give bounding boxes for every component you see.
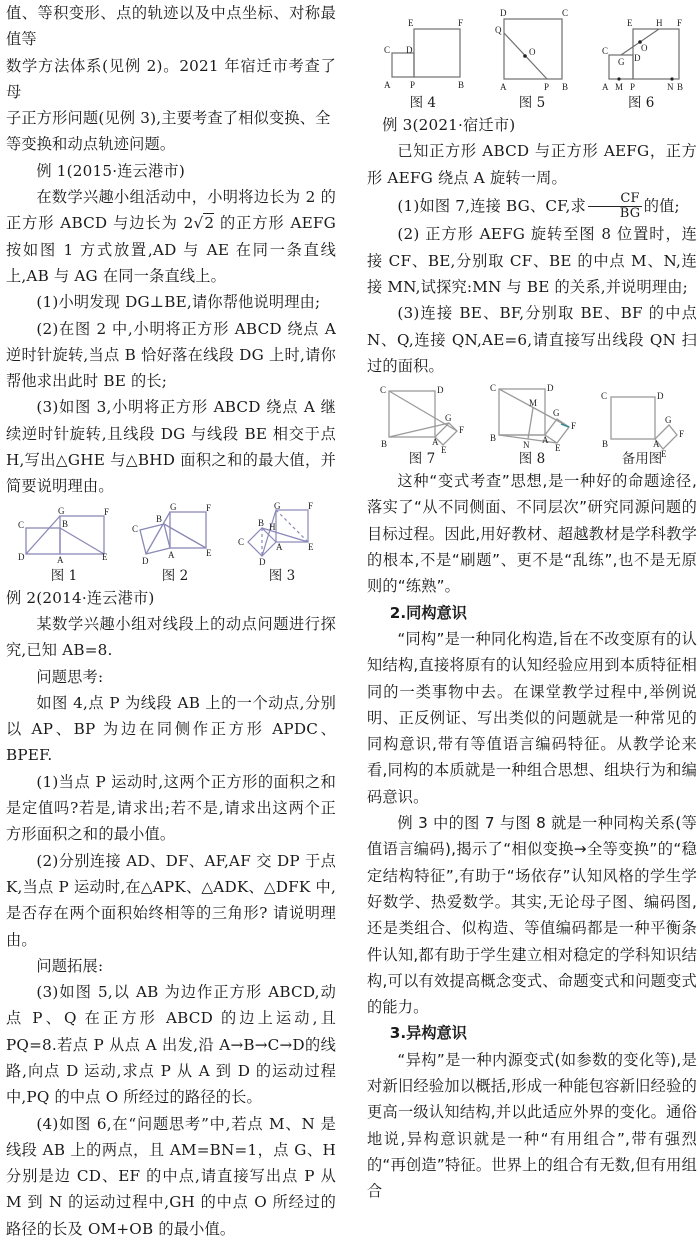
section-3-heading: 3.异构意识 xyxy=(389,1024,467,1043)
figure-spare xyxy=(597,381,687,468)
example-2-q1: (1)当点 P 运动时,这两个正方形的面积之和是定值吗?若是,请求出;若不是,请求出这两个正方形面积之和的最小值。 xyxy=(6,772,336,844)
label-B: B xyxy=(561,82,568,92)
figures-7-8-spare xyxy=(367,381,697,468)
label-E: E xyxy=(441,445,447,456)
q1-text-b: 的值; xyxy=(643,196,680,215)
label-M: M xyxy=(614,82,623,92)
label-C: C xyxy=(132,523,139,534)
label-D: D xyxy=(437,385,444,396)
q1-text-a: (1)如图 7,连接 BG、CF,求 xyxy=(397,196,586,215)
figure-2-diagram xyxy=(130,502,220,566)
figure-2 xyxy=(130,502,220,585)
label-G: G xyxy=(274,500,281,511)
figure-8-caption: 图 8 xyxy=(518,451,546,468)
label-F: F xyxy=(459,425,465,436)
figure-7 xyxy=(377,381,467,468)
label-A: A xyxy=(276,541,283,552)
label-G: G xyxy=(553,408,560,419)
example-2-title: 例 2(2014·连云港市) xyxy=(6,588,155,607)
right-column xyxy=(367,0,697,1204)
label-E: E xyxy=(555,443,561,454)
label-P: P xyxy=(410,80,416,90)
intro-line: 子正方形问题(见例 3),主要考查了相似变换、全 xyxy=(6,109,331,128)
label-P: P xyxy=(543,82,549,92)
stem-text-a: 在数学兴趣小组活动中，小明将边长为 2 的正方形 ABCD 与边长为 2 xyxy=(6,188,336,233)
left-column xyxy=(6,0,336,1242)
label-A: A xyxy=(168,549,175,560)
example-3-stem: 已知正方形 ABCD 与正方形 AEFG，正方形 AEFG 绕点 A 旋转一周。 xyxy=(367,142,697,187)
label-C: C xyxy=(18,519,25,530)
example-2-q3: (3)如图 5,以 AB 为边作正方形 ABCD,动点 P、Q 在正方形 ABCD 的边上运动,且 PQ=8.若点 P 从点 A 出发,沿 A→B→C→D的线路,向点 D 运动,求点 P 从 A 到 D 的运动过程中,PQ 的中点 O 所经过的路径的长。 xyxy=(6,983,336,1107)
label-D: D xyxy=(259,556,266,567)
label-Q: Q xyxy=(494,25,502,35)
example-3-q1 xyxy=(367,191,697,222)
label-H: H xyxy=(655,18,663,28)
label-A: A xyxy=(384,80,391,90)
figure-5-caption: 图 5 xyxy=(518,95,546,111)
example-3-q3: (3)连接 BE、BF,分别取 BE、BF 的中点 N、Q,连接 QN,AE=6,请直接写出线段 QN 扫过的面积。 xyxy=(367,304,697,375)
label-H: H xyxy=(269,521,276,532)
section-2-heading: 2.同构意识 xyxy=(389,603,467,622)
label-P: P xyxy=(629,82,635,92)
label-C: C xyxy=(561,8,568,18)
example-2-q4: (4)如图 6,在“问题思考”中,若点 M、N 是线段 AB 上的两点，且 AM=BN=1，点 G、H 分别是边 CD、EF 的中点,请直接写出点 P 从 M 到 N 的运动过程中,GH 的中点 O 所经过的路径的长及 OM+OB 的最小值。 xyxy=(6,1114,336,1238)
label-F: F xyxy=(104,506,110,517)
label-B: B xyxy=(156,513,163,524)
label-E: E xyxy=(102,551,108,562)
label-N: N xyxy=(523,440,530,451)
figure-1-diagram xyxy=(14,506,114,566)
label-G: G xyxy=(665,415,672,426)
label-B: B xyxy=(62,518,69,529)
fraction-numerator: CF xyxy=(588,192,642,207)
label-C: C xyxy=(384,45,391,55)
figure-5 xyxy=(492,3,572,112)
label-A: A xyxy=(542,435,549,446)
label-N: N xyxy=(666,82,674,92)
example-3-q2: (2) 正方形 AEFG 旋转至图 8 位置时，连接 CF、BE,分别取 CF、BE 的中点 M、N,连接 MN,试探究:MN 与 BE 的关系,并说明理由; xyxy=(367,225,697,296)
label-O: O xyxy=(528,47,536,57)
label-B: B xyxy=(490,433,497,444)
label-B: B xyxy=(258,517,265,528)
example-2-stem: 某数学兴趣小组对线段上的动点问题进行探究,已知 AB=8. xyxy=(6,614,336,660)
fraction-denominator: BG xyxy=(619,206,641,222)
figure-4-caption: 图 4 xyxy=(409,95,437,111)
label-D: D xyxy=(18,551,25,562)
label-D: D xyxy=(657,391,664,402)
label-D: D xyxy=(499,8,507,18)
intro-line: 数学方法体系(见例 2)。2021 年宿迁市考查了母 xyxy=(6,56,336,101)
label-C: C xyxy=(238,536,245,547)
section-3-paragraph-1: “异构”是一种内源变式(如参数的变化等),是对新旧经验加以概括,形成一种能包容新旧经验的更高一级认知结构,并以此适应外界的变化。通俗地说,异构意识就是一种“有用组合”,带有强烈的“再创造”特征。世界上的组合有无数,但有用组合 xyxy=(367,1050,697,1201)
label-F: F xyxy=(679,429,685,440)
figure-3-caption: 图 3 xyxy=(268,567,296,584)
label-F: F xyxy=(308,500,314,511)
problem-thinking-heading: 问题思考: xyxy=(36,667,104,686)
figure-1 xyxy=(14,506,114,585)
label-C: C xyxy=(601,46,608,56)
figure-5-diagram xyxy=(492,3,572,93)
label-G: G xyxy=(445,413,452,424)
label-A: A xyxy=(653,439,660,450)
problem-thinking-stem: 如图 4,点 P 为线段 AB 上的一个动点,分别以 AP、BP 为边在同侧作正方形 APDC、BPEF. xyxy=(6,693,336,765)
label-B: B xyxy=(458,80,465,90)
section-2-paragraph-1: “同构”是一种同化构造,旨在不改变原有的认知结构,直接将原有的认知经验应用到本质特征相同的一类事物中去。在课堂教学过程中,举例说明、正反例证、写出类似的问题就是一种常见的同构意识,带有等值语言编码特征。从教学论来看,同构的本质就是一种组合思想、组块行为和编码意识。 xyxy=(367,629,697,806)
figure-7-caption: 图 7 xyxy=(408,451,436,468)
figures-1-3 xyxy=(6,502,336,585)
figure-3 xyxy=(236,502,328,585)
label-A: A xyxy=(432,437,439,448)
label-F: F xyxy=(676,18,682,28)
label-G: G xyxy=(617,57,625,67)
figure-6 xyxy=(599,3,684,112)
figure-8 xyxy=(487,381,577,468)
figure-6-diagram xyxy=(599,3,684,93)
label-F: F xyxy=(206,502,212,513)
label-F: F xyxy=(571,421,577,432)
figure-1-caption: 图 1 xyxy=(50,567,78,584)
figure-2-caption: 图 2 xyxy=(161,567,189,584)
label-A: A xyxy=(499,82,507,92)
figure-8-diagram xyxy=(487,381,577,454)
figure-4 xyxy=(380,3,465,112)
example-3-title: 例 3(2021·宿迁市) xyxy=(382,116,516,134)
sqrt-radicand: 2 xyxy=(204,214,215,233)
label-E: E xyxy=(408,18,414,28)
label-E: E xyxy=(206,547,212,558)
problem-extension-heading: 问题拓展: xyxy=(36,956,104,975)
label-D: D xyxy=(406,45,413,55)
label-B: B xyxy=(381,439,388,450)
figure-3-diagram xyxy=(236,502,328,566)
label-G: G xyxy=(170,501,177,512)
stem-text-b: 的正方形 AEFG 按如图 1 方式放置,AD 与 AE 在同一条直线上,AB 与 AG 在同一条直线上。 xyxy=(6,214,336,285)
label-D: D xyxy=(142,555,149,566)
figure-4-diagram xyxy=(380,3,465,93)
label-D: D xyxy=(547,383,554,394)
example-1-title: 例 1(2015·连云港市) xyxy=(36,161,185,180)
example-1-q2: (2)在图 2 中,小明将正方形 ABCD 绕点 A 逆时针旋转,当点 B 恰好落在线段 DG 上时,请你帮他求出此时 BE 的长; xyxy=(6,319,336,391)
example-1-q3: (3)如图 3,小明将正方形 ABCD 绕点 A 继续逆时针旋转,且线段 DG 与线段 BE 相交于点 H,写出△GHE 与△BHD 面积之和的最大值，并简要说明理由。 xyxy=(6,398,336,496)
example-1-stem xyxy=(6,184,336,289)
label-E: E xyxy=(626,18,633,28)
sqrt-symbol: √ xyxy=(193,214,204,233)
label-M: M xyxy=(529,398,538,409)
label-B: B xyxy=(602,439,609,450)
label-C: C xyxy=(490,383,497,394)
label-C: C xyxy=(380,385,387,396)
label-D: D xyxy=(633,53,641,63)
label-E: E xyxy=(661,449,667,460)
fraction-cf-over-bg xyxy=(588,192,642,221)
label-E: E xyxy=(308,541,314,552)
label-O: O xyxy=(640,43,648,53)
example-2-q2: (2)分别连接 AD、DF、AF,AF 交 DP 于点 K,当点 P 运动时,在△APK、△ADK、△DFK 中,是否存在两个面积始终相等的三角形? 请说明理由。 xyxy=(6,851,336,949)
figures-4-6 xyxy=(367,0,697,112)
label-A: A xyxy=(601,82,609,92)
figure-7-diagram xyxy=(377,381,467,456)
label-B: B xyxy=(676,82,683,92)
figure-spare-caption: 备用图 xyxy=(621,451,663,468)
label-C: C xyxy=(601,391,608,402)
section-2-paragraph-2: 例 3 中的图 7 与图 8 就是一种同构关系(等值语言编码),揭示了“相似变换→全等变换”的“稳定结构特征”,有助于“场依存”认知风格的学生学好数学、热爱数学。其实,无论母子图、编码图,还是类组合、似构造、等值编码都是一种平衡条件认知,都有助于学生建立相对稳定的学科知识结构,可以有效提高概念变式、命题变式和问题变式的能力。 xyxy=(367,814,697,1017)
intro-line: 值、等积变形、点的轨迹以及中点坐标、对称最值等 xyxy=(6,4,336,49)
example-1-q1: (1)小明发现 DG⊥BE,请你帮他说明理由; xyxy=(36,293,321,312)
label-A: A xyxy=(57,554,64,565)
figure-6-caption: 图 6 xyxy=(627,95,655,111)
intro-line: 等变换和动点轨迹问题。 xyxy=(6,135,176,154)
label-F: F xyxy=(458,18,464,28)
label-G: G xyxy=(58,505,65,516)
variant-paragraph: 这种“变式考查”思想,是一种好的命题途径,落实了“从不同侧面、不同层次”研究同源问题的目标过程。因此,用好教材、超越教材是学科教学的根本,不是“刷题”、更不是“乱练”,也不是无原则的“练熟”。 xyxy=(367,472,697,596)
